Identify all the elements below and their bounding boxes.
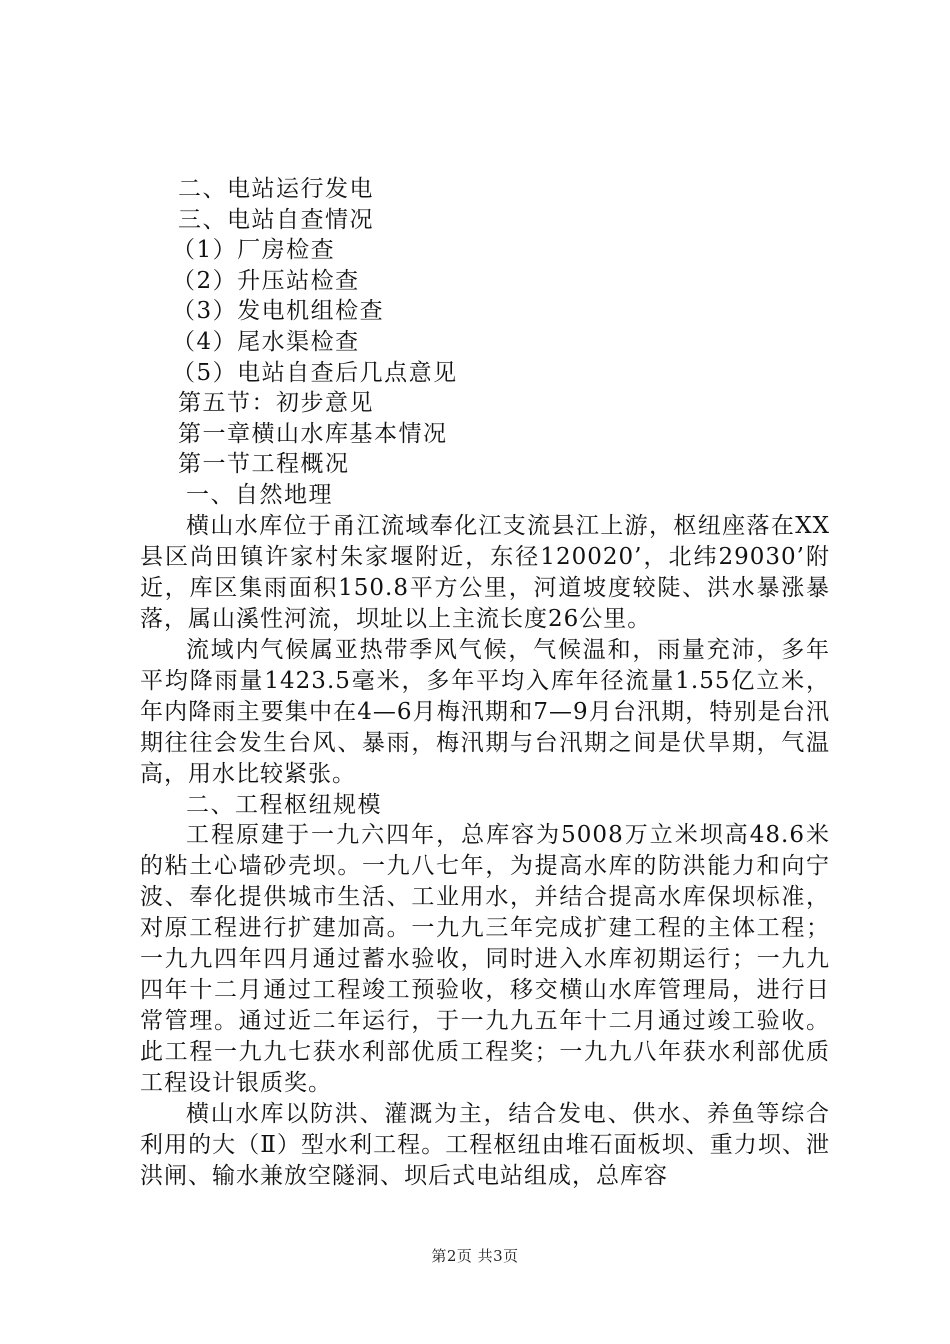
item-opinions: （5）电站自查后几点意见	[172, 359, 458, 386]
heading-natural-geography: 一、自然地理	[186, 481, 333, 508]
heading-chapter-one: 第一章横山水库基本情况	[178, 420, 448, 447]
item-tailrace-check: （4）尾水渠检查	[172, 328, 360, 355]
heading-section-five: 第五节：初步意见	[178, 390, 374, 417]
paragraph-location: 横山水库位于甬江流域奉化江支流县江上游，枢纽座落在XX县区尚田镇许家村朱家堰附近，东径120020’，北纬29030’附近，库区集雨面积150.8平方公里，河道坡度较陡、洪水暴涨暴落，属山溪性河流，坝址以上主流长度26公里。	[140, 512, 830, 632]
item-substation-check: （2）升压站检查	[172, 267, 360, 294]
document-body	[140, 174, 830, 1192]
heading-project-scale: 二、工程枢纽规模	[186, 791, 382, 818]
paragraph-project-composition: 横山水库以防洪、灌溉为主，结合发电、供水、养鱼等综合利用的大（Ⅱ）型水利工程。工程枢纽由堆石面板坝、重力坝、泄洪闸、输水兼放空隧洞、坝后式电站组成，总库容	[140, 1101, 830, 1190]
page-number-footer: 第2页 共3页	[431, 1247, 519, 1265]
heading-power-generation: 二、电站运行发电	[178, 176, 374, 202]
heading-section-one: 第一节工程概况	[178, 451, 350, 478]
paragraph-climate: 流域内气候属亚热带季风气候，气候温和，雨量充沛，多年平均降雨量1423.5毫米，多年平均入库年径流量1.55亿立米，年内降雨主要集中在4—6月梅汛期和7—9月台汛期，特别是台汛期往往会发生台风、暴雨，梅汛期与台汛期之间是伏旱期，气温高，用水比较紧张。	[140, 636, 830, 787]
item-generator-check: （3）发电机组检查	[172, 298, 385, 325]
item-powerhouse-check: （1）厂房检查	[172, 237, 336, 264]
heading-self-inspection: 三、电站自查情况	[178, 206, 374, 233]
paragraph-construction-history: 工程原建于一九六四年，总库容为5008万立米坝高48.6米的粘土心墙砂壳坝。一九八七年，为提高水库的防洪能力和向宁波、奉化提供城市生活、工业用水，并结合提高水库保坝标准，对原工程进行扩建加高。一九九三年完成扩建工程的主体工程；一九九四年四月通过蓄水验收，同时进入水库初期运行；一九九四年十二月通过工程竣工预验收，移交横山水库管理局，进行日常管理。通过近二年运行，于一九九五年十二月通过竣工验收。此工程一九九七获水利部优质工程奖；一九九八年获水利部优质工程设计银质奖。	[140, 822, 830, 1097]
